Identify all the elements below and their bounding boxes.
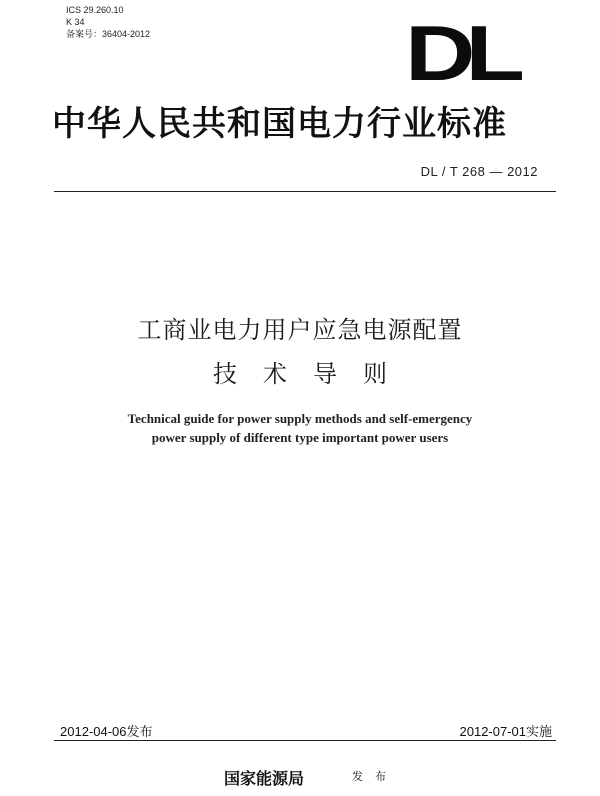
industry-standard-title: 中华人民共和国电力行业标准 <box>52 104 507 144</box>
classification-code: K 34 <box>66 17 85 27</box>
publish-label: 发布 <box>352 770 398 783</box>
dl-logo: DL <box>405 9 515 97</box>
standard-number: DL / T 268 — 2012 <box>420 164 538 179</box>
ics-code: ICS 29.260.10 <box>66 5 124 15</box>
document-title-en-line1: Technical guide for power supply methods and self-emergency <box>127 411 473 426</box>
filing-number: 备案号：36404-2012 <box>66 29 151 39</box>
document-title-en-line2: power supply of different type important power users <box>151 430 449 445</box>
publish-date: 2012-04-06发布 <box>60 724 153 739</box>
bottom-divider <box>54 740 556 741</box>
header-meta <box>66 4 150 40</box>
implementation-date: 2012-07-01实施 <box>459 724 552 739</box>
document-title-zh-line1: 工商业电力用户应急电源配置 <box>137 316 463 344</box>
publisher-name: 国家能源局 <box>224 769 305 788</box>
top-divider <box>54 191 556 192</box>
document-title-zh-line2: 技术导则 <box>213 360 413 388</box>
